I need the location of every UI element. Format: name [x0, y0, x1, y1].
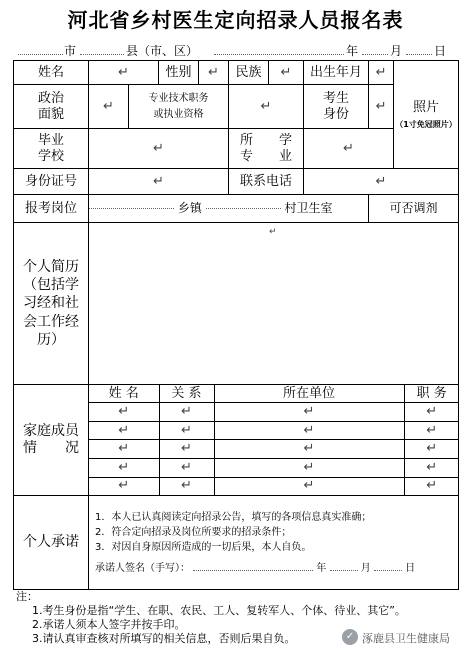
day-blank[interactable]: [406, 42, 432, 55]
photo-note: （1寸免冠照片）: [395, 119, 457, 129]
name-label: 姓名: [14, 61, 89, 85]
family-members-table-cell: [89, 385, 459, 496]
gender-input[interactable]: ↵: [199, 61, 229, 85]
family-cell[interactable]: ↵: [159, 459, 214, 478]
family-cell[interactable]: ↵: [214, 421, 404, 440]
photo-label: 照片: [413, 99, 440, 115]
birth-date-input[interactable]: ↵: [369, 61, 394, 85]
candidate-status-label: 考生 身份: [304, 85, 369, 129]
pledge-item: 3．对因自身原因所造成的一切后果，本人自负。: [95, 541, 312, 553]
political-label: 政治 面貌: [14, 85, 89, 129]
professional-title-label: 专业技术职务 或执业资格: [129, 85, 229, 129]
gender-label: 性别: [159, 61, 199, 85]
school-input[interactable]: ↵: [89, 129, 229, 169]
family-cell[interactable]: ↵: [89, 477, 159, 495]
registration-form-table: [13, 60, 459, 590]
family-cell[interactable]: ↵: [404, 403, 459, 422]
table-row: [89, 459, 459, 478]
family-cell[interactable]: ↵: [89, 440, 159, 459]
day-label: 日: [434, 44, 447, 58]
year-label: 年: [346, 44, 359, 58]
pledge-item: 2．符合定向招录及岗位所要求的招录条件；: [95, 526, 292, 538]
professional-title-input[interactable]: ↵: [229, 85, 304, 129]
name-input[interactable]: ↵: [89, 61, 159, 85]
signature-line[interactable]: [95, 561, 458, 576]
family-cell[interactable]: ↵: [159, 477, 214, 495]
family-cell[interactable]: ↵: [404, 421, 459, 440]
signature-year: 年: [316, 562, 327, 574]
table-row: [89, 477, 459, 495]
id-number-input[interactable]: ↵: [89, 169, 229, 195]
family-header-unit: 所在单位: [214, 385, 404, 403]
county-blank[interactable]: [80, 42, 124, 55]
watermark-text: 涿鹿县卫生健康局: [362, 632, 450, 645]
resume-label: 个人简历 （包括学 习经和社 会工作经 历）: [14, 223, 89, 385]
form-title: 河北省乡村医生定向招录人员报名表: [67, 8, 404, 32]
signature-label: 承诺人签名（手写）：: [95, 562, 190, 574]
county-label: 县（市、区）: [126, 44, 199, 58]
town-label: 乡镇: [177, 201, 202, 216]
pledge-item: 1．本人已认真阅读定向招录公告，填写的各项信息真实准确；: [95, 511, 372, 523]
family-cell[interactable]: ↵: [214, 477, 404, 495]
ethnicity-input[interactable]: ↵: [269, 61, 304, 85]
wechat-logo-icon: ✓: [342, 629, 358, 645]
family-members-table: [89, 385, 459, 495]
family-header-relation: 关 系: [159, 385, 214, 403]
family-cell[interactable]: ↵: [89, 403, 159, 422]
resume-input[interactable]: ↵: [89, 223, 459, 385]
post-input[interactable]: [89, 195, 369, 223]
family-cell[interactable]: ↵: [404, 440, 459, 459]
major-label: 所 学 专 业: [229, 129, 304, 169]
table-row: [89, 440, 459, 459]
family-header-name: 姓 名: [89, 385, 159, 403]
phone-input[interactable]: ↵: [304, 169, 459, 195]
note-item: 3.请认真审查核对所填写的相关信息，否则后果自负。: [32, 632, 296, 645]
note-item: 2.承诺人须本人签字并按手印。: [32, 618, 186, 631]
note-item: 1.考生身份是指“学生、在职、农民、工人、复转军人、个体、待业、其它”。: [32, 604, 406, 617]
id-number-label: 身份证号: [14, 169, 89, 195]
pledge-label: 个人承诺: [14, 496, 89, 590]
address-line: [18, 42, 458, 58]
family-header-duty: 职 务: [404, 385, 459, 403]
city-blank[interactable]: [18, 42, 63, 55]
family-cell[interactable]: ↵: [159, 440, 214, 459]
month-blank[interactable]: [362, 42, 388, 55]
school-label: 毕业 学校: [14, 129, 89, 169]
family-cell[interactable]: ↵: [159, 403, 214, 422]
birth-date-label: 出生年月: [304, 61, 369, 85]
family-label: 家庭成员 情 况: [14, 385, 89, 496]
city-label: 市: [64, 44, 77, 58]
family-cell[interactable]: ↵: [89, 421, 159, 440]
family-cell[interactable]: ↵: [214, 440, 404, 459]
pledge-content: [89, 496, 459, 590]
family-cell[interactable]: ↵: [404, 477, 459, 495]
family-cell[interactable]: ↵: [89, 459, 159, 478]
signature-month: 月: [360, 562, 371, 574]
watermark: [342, 627, 467, 649]
political-input[interactable]: ↵: [89, 85, 129, 129]
family-cell[interactable]: ↵: [214, 459, 404, 478]
signature-day: 日: [405, 562, 416, 574]
family-cell[interactable]: ↵: [214, 403, 404, 422]
phone-label: 联系电话: [229, 169, 304, 195]
major-input[interactable]: ↵: [304, 129, 394, 169]
photo-box[interactable]: [394, 61, 459, 169]
year-blank[interactable]: [214, 42, 344, 55]
ethnicity-label: 民族: [229, 61, 269, 85]
family-cell[interactable]: ↵: [159, 421, 214, 440]
clinic-label: 村卫生室: [284, 201, 333, 216]
table-row: [89, 403, 459, 422]
month-label: 月: [390, 44, 403, 58]
transfer-label: 可否调剂: [369, 195, 459, 223]
family-cell[interactable]: ↵: [404, 459, 459, 478]
candidate-status-input[interactable]: ↵: [369, 85, 394, 129]
post-label: 报考岗位: [14, 195, 89, 223]
notes-heading: 注：: [16, 590, 38, 603]
table-row: [89, 421, 459, 440]
